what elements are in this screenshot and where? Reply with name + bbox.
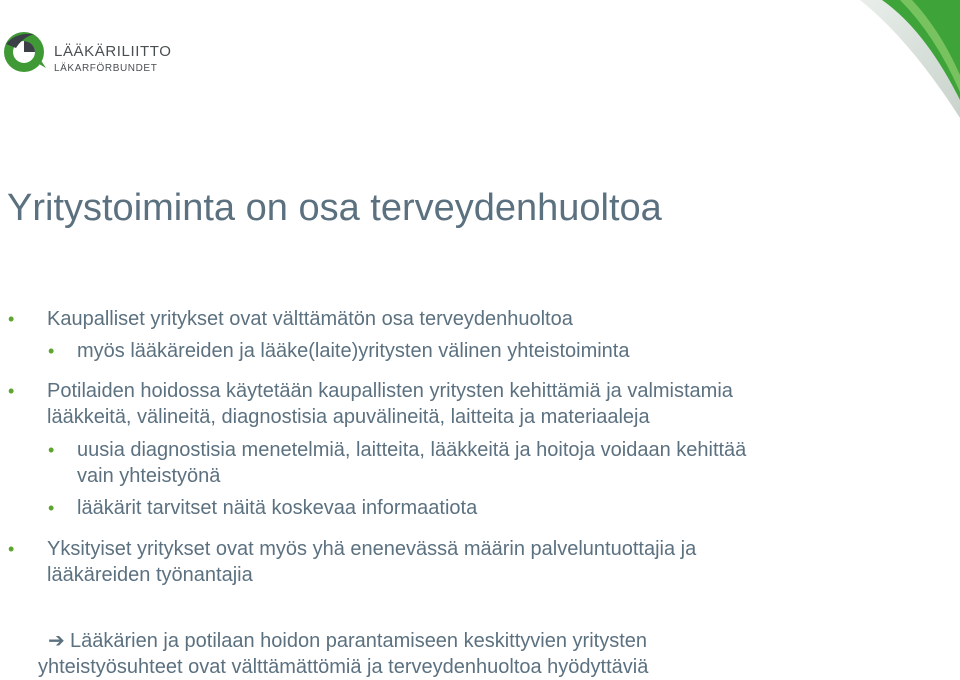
- bullet-text-line: Potilaiden hoidossa käytetään kaupallisten yritysten kehittämiä ja valmistamia: [47, 380, 733, 402]
- bullet-marker: •: [8, 539, 15, 559]
- bullet-marker: •: [8, 381, 15, 401]
- sub-bullet-text-line: myös lääkäreiden ja lääke(laite)yritysten välinen yhteistoiminta: [77, 340, 630, 362]
- slide-title: Yritystoiminta on osa terveydenhuoltoa: [7, 187, 662, 229]
- bullet-text-line: lääkkeitä, välineitä, diagnostisia apuvälineitä, laitteita ja materiaaleja: [47, 406, 650, 428]
- sub-bullet-marker: •: [48, 498, 55, 518]
- conclusion-text-line: yhteistyösuhteet ovat välttämättömiä ja terveydenhuoltoa hyödyttäviä: [38, 656, 649, 678]
- sub-bullet-marker: •: [48, 440, 55, 460]
- conclusion-text-line: Lääkärien ja potilaan hoidon parantamiseen keskittyvien yritysten: [70, 630, 648, 652]
- sub-bullet-text-line: lääkärit tarvitset näitä koskevaa informaatiota: [77, 497, 478, 519]
- arrow-right-icon: ➔: [48, 630, 65, 652]
- logo-name: LÄÄKÄRILIITTO: [54, 43, 172, 60]
- corner-decoration: [790, 0, 960, 130]
- sub-bullet-marker: •: [48, 341, 55, 361]
- logo-mark-icon: [2, 26, 48, 76]
- logo-subname: LÄKARFÖRBUNDET: [54, 63, 158, 74]
- bullet-text-line: Kaupalliset yritykset ovat välttämätön osa terveydenhuoltoa: [47, 308, 573, 330]
- logo: [2, 26, 202, 82]
- bullet-text-line: Yksityiset yritykset ovat myös yhä enenevässä määrin palveluntuottajia ja: [47, 538, 697, 560]
- sub-bullet-text-line: uusia diagnostisia menetelmiä, laitteita, lääkkeitä ja hoitoja voidaan kehittää: [77, 439, 747, 461]
- bullet-marker: •: [8, 309, 15, 329]
- sub-bullet-text-line: vain yhteistyönä: [77, 465, 221, 487]
- bullet-text-line: lääkäreiden työnantajia: [47, 564, 253, 586]
